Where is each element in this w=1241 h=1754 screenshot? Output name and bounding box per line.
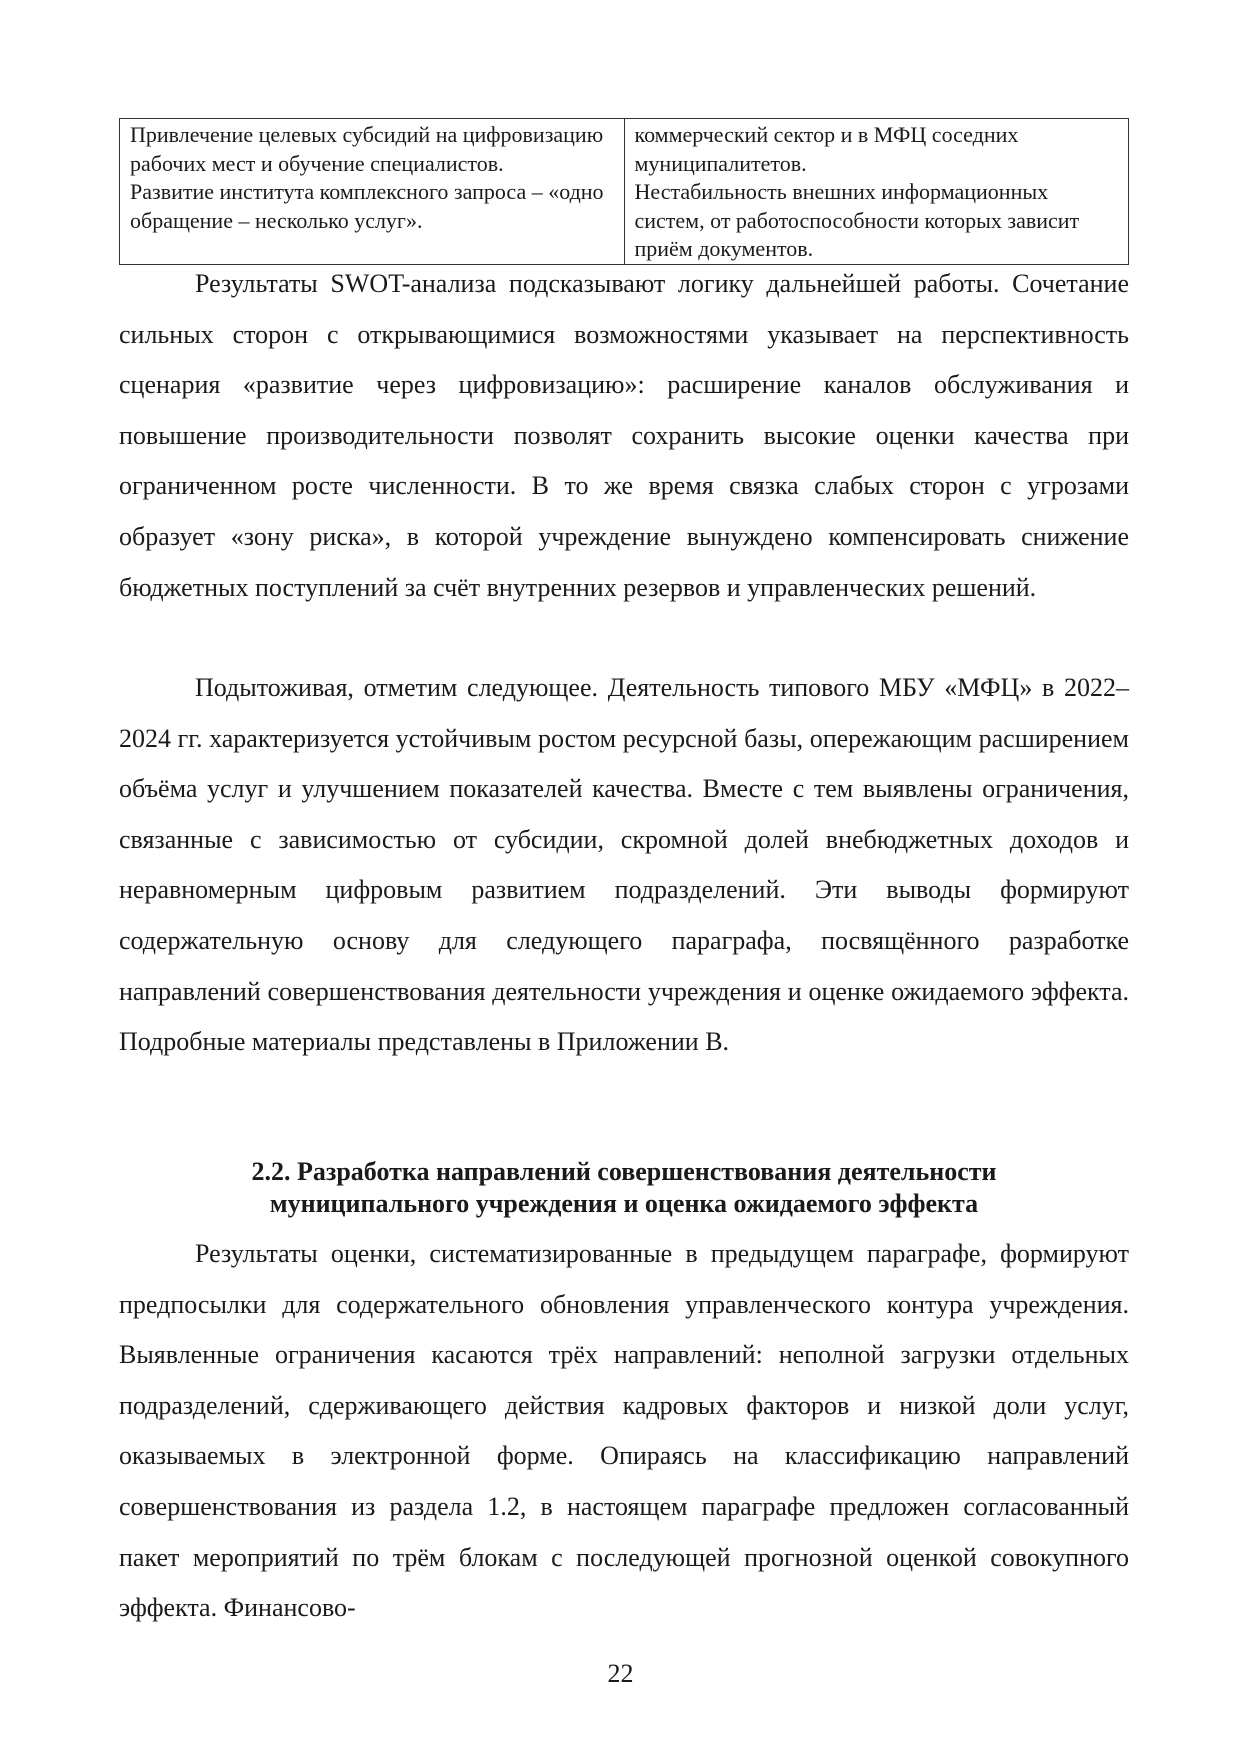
- page-number: 22: [607, 1659, 634, 1688]
- section-heading-line: 2.2. Разработка направлений совершенствования деятельности: [251, 1157, 997, 1186]
- paragraph-section-intro: Результаты оценки, систематизированные в предыдущем параграфе, формируют предпосылки для содержательного обновления управленческого контура учреждения. Выявленные ограничения касаются трёх направлений: неполной загрузки отдельных подразделений, сдерживающего действия кадровых факторов и низкой доли услуг, оказываемых в электронной форме. Опираясь на классификацию направлений совершенствования из раздела 1.2, в настоящем параграфе предложен согласованный пакет мероприятий по трём блокам с последующей прогнозной оценкой совокупного эффекта. Финансово-: [119, 1239, 1129, 1623]
- table-cell-text: Привлечение целевых субсидий на цифровизацию рабочих мест и обучение специалистов.: [130, 122, 604, 176]
- text-block-summary: [119, 663, 1129, 1068]
- table-cell-text: Развитие института комплексного запроса – «одно обращение – несколько услуг».: [130, 179, 604, 233]
- paragraph-summary: Подытоживая, отметим следующее. Деятельность типового МБУ «МФЦ» в 2022–2024 гг. характеризуется устойчивым ростом ресурсной базы, опережающим расширением объёма услуг и улучшением показателей качества. Вместе с тем выявлены ограничения, связанные с зависимостью от субсидии, скромной долей внебюджетных доходов и неравномерным цифровым развитием подразделений. Эти выводы формируют содержательную основу для следующего параграфа, посвящённого разработке направлений совершенствования деятельности учреждения и оценке ожидаемого эффекта. Подробные материалы представлены в Приложении В.: [119, 673, 1129, 1057]
- section-heading: [119, 1156, 1129, 1220]
- text-block-swot-results: [119, 259, 1129, 613]
- table-row: [120, 119, 1129, 265]
- table-cell-text: коммерческий сектор и в МФЦ соседних муниципалитетов.: [634, 122, 1019, 176]
- section-heading-line: муниципального учреждения и оценка ожидаемого эффекта: [269, 1189, 979, 1218]
- table-cell-threats: [624, 119, 1129, 265]
- table-cell-text: Нестабильность внешних информационных систем, от работоспособности которых зависит приём документов.: [634, 179, 1080, 262]
- swot-table-continuation: [119, 118, 1129, 265]
- table-cell-opportunities: [120, 119, 625, 265]
- text-block-section: [119, 1229, 1129, 1634]
- paragraph-swot-results: Результаты SWOT-анализа подсказывают логику дальнейшей работы. Сочетание сильных сторон с открывающимися возможностями указывает на перспективность сценария «развитие через цифровизацию»: расширение каналов обслуживания и повышение производительности позволят сохранить высокие оценки качества при ограниченном росте численности. В то же время связка слабых сторон с угрозами образует «зону риска», в которой учреждение вынуждено компенсировать снижение бюджетных поступлений за счёт внутренних резервов и управленческих решений.: [119, 269, 1129, 602]
